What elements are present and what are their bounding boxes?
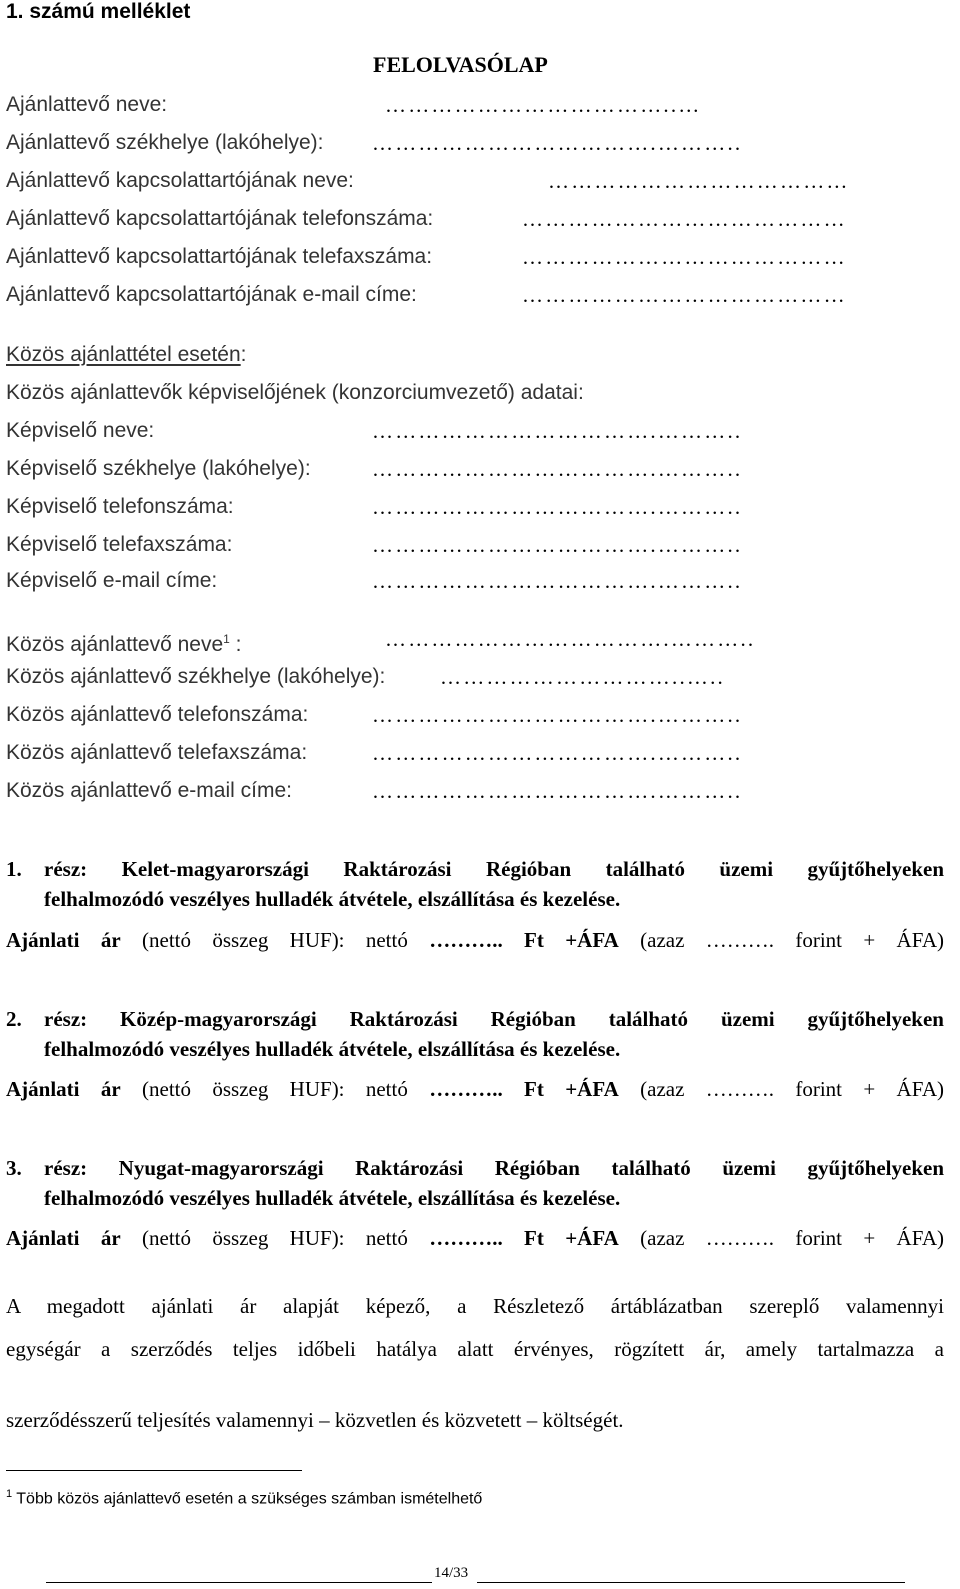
member-name-colon: : bbox=[229, 633, 242, 656]
rep-phone-label: Képviselő telefonszáma: bbox=[6, 495, 234, 518]
part-1-price-ft: Ft +ÁFA bbox=[502, 928, 619, 952]
bidder-seat-label: Ajánlattevő székhelye (lakóhelye): bbox=[6, 131, 324, 154]
part-3-title bbox=[6, 1156, 944, 1216]
part-1-price-tail: (azaz ………. forint + ÁFA) bbox=[618, 928, 944, 952]
part-1-number: 1. bbox=[6, 857, 22, 881]
paragraph-line-1: A megadott ajánlati ár alapját képező, a Részletező ártáblázatban szereplő valamennyi bbox=[6, 1294, 944, 1318]
contact-name-dots: ………………………………… bbox=[548, 169, 850, 193]
part-3-price-ft: Ft +ÁFA bbox=[502, 1226, 619, 1250]
bidder-seat-dots: ……………………………….……….. bbox=[372, 131, 743, 155]
part-1-line1: rész: Kelet-magyarországi Raktározási Régióban található üzemi gyűjtőhelyeken bbox=[44, 857, 944, 881]
part-3-price bbox=[6, 1226, 944, 1251]
part-2-price-tail: (azaz ………. forint + ÁFA) bbox=[618, 1077, 944, 1101]
part-2-line1: rész: Közép-magyarországi Raktározási Régióban található üzemi gyűjtőhelyeken bbox=[44, 1007, 944, 1031]
footnote-text: Több közös ajánlattevő esetén a szükséges számban ismételhető bbox=[12, 1490, 483, 1508]
member-seat-dots: …………………………..….. bbox=[440, 665, 725, 689]
bidder-name-label: Ajánlattevő neve: bbox=[6, 93, 168, 116]
contact-fax-dots: …………………………………… bbox=[522, 245, 847, 269]
member-phone-dots: ……………………………….……….. bbox=[372, 703, 743, 727]
footnote-mark: 1 bbox=[6, 1488, 13, 1500]
contact-phone-label: Ajánlattevő kapcsolattartójának telefonszáma: bbox=[6, 207, 434, 230]
member-seat-label: Közös ajánlattevő székhelye (lakóhelye): bbox=[6, 665, 386, 688]
part-2-price-dots: ……….. bbox=[429, 1077, 503, 1101]
joint-heading-text: Közös ajánlattétel esetén bbox=[6, 343, 241, 366]
rep-name-label: Képviselő neve: bbox=[6, 419, 155, 442]
member-email-label: Közös ajánlattevő e-mail címe: bbox=[6, 779, 292, 802]
part-1-title bbox=[6, 857, 944, 917]
part-2-price bbox=[6, 1077, 944, 1102]
paragraph-line-2: egységár a szerződés teljes időbeli hatálya alatt érvényes, rögzített ár, amely tartalmazza a bbox=[6, 1337, 944, 1361]
part-2-price-ft: Ft +ÁFA bbox=[502, 1077, 619, 1101]
footnote-ref: 1 bbox=[223, 632, 230, 646]
annex-label: 1. számú melléklet bbox=[6, 0, 191, 23]
rep-phone-dots: ……………………………….……….. bbox=[372, 495, 743, 519]
part-3-number: 3. bbox=[6, 1156, 22, 1180]
part-3-price-label: Ajánlati ár bbox=[6, 1226, 121, 1250]
footnote bbox=[6, 1488, 482, 1508]
joint-heading-colon: : bbox=[240, 343, 247, 366]
footnote-rule bbox=[6, 1470, 302, 1471]
member-fax-label: Közös ajánlattevő telefaxszáma: bbox=[6, 741, 308, 764]
member-name-dots: ……………………………….……….. bbox=[385, 627, 756, 651]
part-2-price-label: Ajánlati ár bbox=[6, 1077, 121, 1101]
part-3-price-dots: ……….. bbox=[429, 1226, 503, 1250]
rep-email-label: Képviselő e-mail címe: bbox=[6, 569, 218, 592]
rep-name-dots: ……………………………….……….. bbox=[372, 419, 743, 443]
member-phone-label: Közös ajánlattevő telefonszáma: bbox=[6, 703, 309, 726]
part-2-price-mid: (nettó összeg HUF): nettó bbox=[120, 1077, 430, 1101]
footer-rule-left bbox=[46, 1582, 432, 1583]
part-3-price-tail: (azaz ………. forint + ÁFA) bbox=[618, 1226, 944, 1250]
page-number: 14/33 bbox=[434, 1565, 469, 1581]
part-1-price-mid: (nettó összeg HUF): nettó bbox=[120, 928, 430, 952]
rep-email-dots: ……………………………….……….. bbox=[372, 569, 743, 593]
contact-email-dots: …………………………………… bbox=[522, 283, 847, 307]
rep-seat-dots: ……………………………….……….. bbox=[372, 457, 743, 481]
bidder-name-dots: ………………………………..… bbox=[385, 93, 702, 117]
part-1-price-dots: ……….. bbox=[429, 928, 503, 952]
page-title: FELOLVASÓLAP bbox=[373, 52, 548, 77]
part-2-line2: felhalmozódó veszélyes hulladék átvétele, elszállítása és kezelése. bbox=[44, 1037, 621, 1061]
contact-phone-dots: …………………………………… bbox=[522, 207, 847, 231]
rep-seat-label: Képviselő székhelye (lakóhelye): bbox=[6, 457, 311, 480]
footer-rule-right bbox=[477, 1582, 905, 1583]
part-2-title bbox=[6, 1007, 944, 1067]
contact-fax-label: Ajánlattevő kapcsolattartójának telefaxszáma: bbox=[6, 245, 433, 268]
contact-email-label: Ajánlattevő kapcsolattartójának e-mail címe: bbox=[6, 283, 417, 306]
part-3-line2: felhalmozódó veszélyes hulladék átvétele, elszállítása és kezelése. bbox=[44, 1186, 621, 1210]
part-3-line1: rész: Nyugat-magyarországi Raktározási Régióban található üzemi gyűjtőhelyeken bbox=[44, 1156, 944, 1180]
member-name-label bbox=[6, 624, 242, 654]
part-2-number: 2. bbox=[6, 1007, 22, 1031]
joint-subheading: Közös ajánlattevők képviselőjének (konzorciumvezető) adatai: bbox=[6, 381, 584, 404]
contact-name-label: Ajánlattevő kapcsolattartójának neve: bbox=[6, 169, 354, 192]
rep-fax-dots: ……………………………….……….. bbox=[372, 533, 743, 557]
part-1-line2: felhalmozódó veszélyes hulladék átvétele, elszállítása és kezelése. bbox=[44, 887, 621, 911]
joint-heading bbox=[6, 340, 247, 370]
paragraph-line-3: szerződésszerű teljesítés valamennyi – közvetlen és közvetett – költségét. bbox=[6, 1408, 624, 1432]
rep-fax-label: Képviselő telefaxszáma: bbox=[6, 533, 233, 556]
member-email-dots: ……………………………….……….. bbox=[372, 779, 743, 803]
part-3-price-mid: (nettó összeg HUF): nettó bbox=[120, 1226, 430, 1250]
member-name-text: Közös ajánlattevő neve bbox=[6, 633, 224, 656]
part-1-price bbox=[6, 928, 944, 953]
member-fax-dots: ……………………………….……….. bbox=[372, 741, 743, 765]
part-1-price-label: Ajánlati ár bbox=[6, 928, 121, 952]
